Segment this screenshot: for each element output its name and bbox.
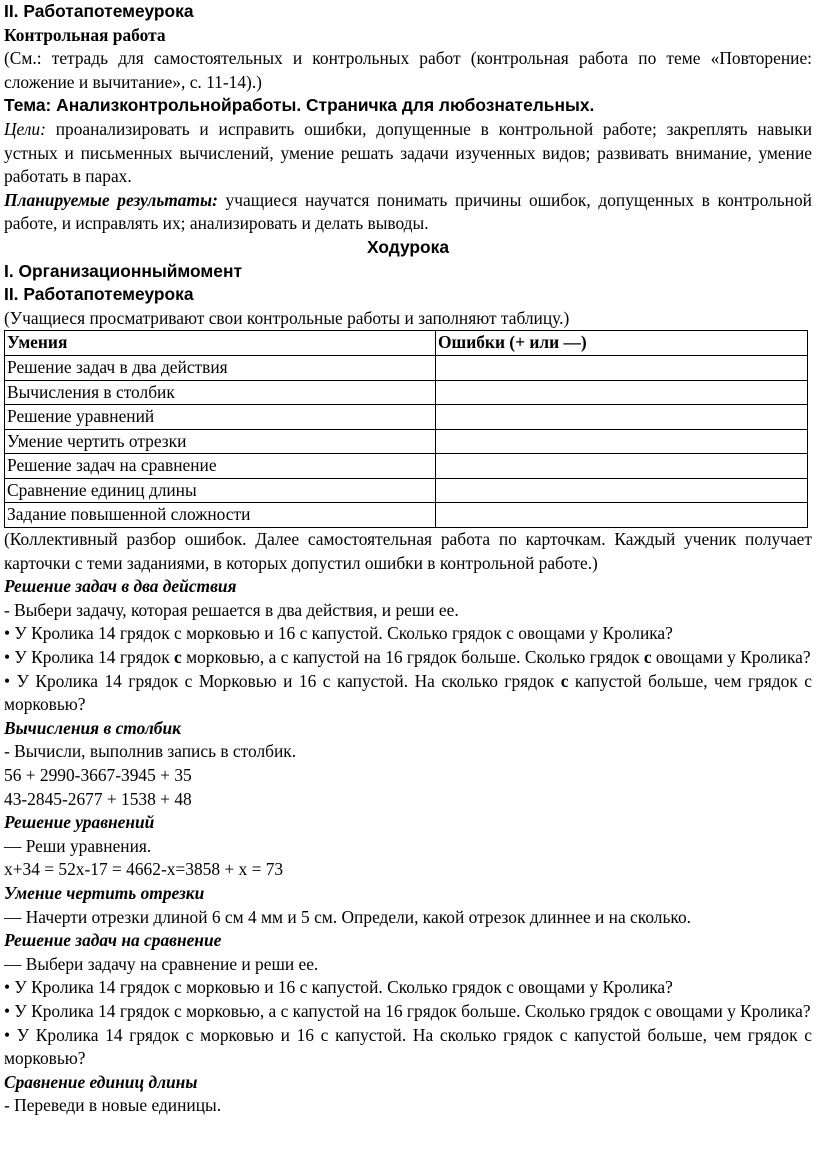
table-row — [5, 429, 808, 454]
section-heading-work: II. Работапотемеурока — [4, 1, 194, 21]
bold-letter: с — [174, 647, 182, 668]
goals-label: Цели: — [4, 118, 46, 139]
expression-line: 56 + 2990-3667-3945 + 35 — [4, 765, 192, 785]
block-title-segments: Умение чертить отрезки — [4, 882, 205, 903]
task-text: — Реши уравнения. — [4, 835, 152, 856]
skills-table — [4, 330, 808, 528]
table-row — [5, 405, 808, 430]
notebook-reference: (См.: тетрадь для самостоятельных и контрольных работ (контрольная работа по теме «Повторение: сложение и вычитание», с. 11-14).) — [4, 48, 812, 92]
lesson-course-title: Ходурока — [366, 236, 450, 257]
table-row — [5, 355, 808, 380]
bullet-text: овощами у Кролика? — [651, 647, 811, 668]
task-bullet — [4, 670, 812, 717]
test-subheading: Контрольная работа — [4, 24, 166, 45]
table-row — [5, 454, 808, 479]
expression-line: 43-2845-2677 + 1538 + 48 — [4, 788, 192, 809]
table-cell-errors — [436, 429, 808, 454]
task-bullet: • У Кролика 14 грядок с морковью, а с капустой на 16 грядок больше. Сколько грядок с овощами у Кролика? — [4, 1000, 811, 1021]
table-cell-skill: Решение уравнений — [5, 405, 436, 430]
table-cell-errors — [436, 380, 808, 405]
bold-letter: с — [560, 670, 569, 691]
task-bullet: • У Кролика 14 грядок с морковью и 16 с капустой. Сколько грядок с овощами у Кролика? — [4, 623, 673, 644]
bold-letter: с — [643, 647, 652, 668]
table-row — [5, 380, 808, 405]
table-cell-skill: Вычисления в столбик — [5, 380, 436, 405]
block-title-column: Вычисления в столбик — [4, 717, 181, 738]
table-cell-skill: Умение чертить отрезки — [5, 429, 436, 454]
bullet-text: морковью, а с капустой на 16 грядок больше. Сколько грядок — [181, 647, 644, 668]
table-cell-errors — [436, 405, 808, 430]
table-cell-skill: Задание повышенной сложности — [5, 503, 436, 528]
results-text: учащиеся научатся понимать причины ошибок, допущенных в контрольной работе, и исправлять их; анализировать и делать выводы. — [4, 189, 812, 234]
table-header-errors: Ошибки (+ или —) — [436, 331, 808, 356]
planned-results — [4, 189, 812, 236]
bullet-text: капустой больше, чем грядок с морковью? — [4, 670, 812, 715]
results-label: Планируемые результаты: — [4, 189, 218, 210]
table-cell-errors — [436, 454, 808, 479]
equation-line: х+34 = 52х-17 = 4662-х=3858 + х = 73 — [4, 859, 284, 880]
task-text: — Выбери задачу на сравнение и реши ее. — [4, 953, 319, 974]
goals-text: проанализировать и исправить ошибки, допущенные в контрольной работе; закреплять навыки устных и письменных вычислений, умение решать задачи изученных видов; развивать внимание, умение работать в парах. — [4, 118, 812, 187]
table-row — [5, 503, 808, 528]
table-cell-skill: Сравнение единиц длины — [5, 478, 436, 503]
table-cell-skill: Решение задач на сравнение — [5, 454, 436, 479]
lesson-goals — [4, 118, 812, 189]
block-title-comparison: Решение задач на сравнение — [4, 930, 222, 951]
table-intro: (Учащиеся просматривают свои контрольные работы и заполняют таблицу.) — [4, 307, 570, 328]
task-bullet: • У Кролика 14 грядок с морковью и 16 с капустой. Сколько грядок с овощами у Кролика? — [4, 977, 673, 998]
table-cell-errors — [436, 503, 808, 528]
table-header-skills: Умения — [5, 331, 436, 356]
task-text: - Выбери задачу, которая решается в два действия, и реши ее. — [4, 599, 459, 620]
table-header-row — [5, 331, 808, 356]
block-title-length-units: Сравнение единиц длины — [4, 1071, 198, 1092]
table-row — [5, 478, 808, 503]
table-cell-skill: Решение задач в два действия — [5, 355, 436, 380]
bullet-text: • У Кролика 14 грядок с Морковью и 16 с капустой. На сколько грядок — [4, 670, 561, 691]
section-organizational: I. Организационныймомент — [4, 260, 242, 281]
bullet-text: • У Кролика 14 грядок — [4, 647, 174, 668]
task-text: — Начерти отрезки длиной 6 см 4 мм и 5 см. Определи, какой отрезок длиннее и на сколько. — [4, 906, 692, 927]
section-work-topic: II. Работапотемеурока — [4, 284, 194, 305]
lesson-topic: Тема: Анализконтрольнойработы. Страничка для любознательных. — [4, 95, 595, 116]
block-title-equations: Решение уравнений — [4, 812, 155, 833]
document-page — [4, 0, 812, 1118]
task-bullet: • У Кролика 14 грядок с морковью и 16 с капустой. На сколько грядок с капустой больше, чем грядок с морковью? — [4, 1024, 812, 1069]
table-cell-errors — [436, 478, 808, 503]
after-table-note: (Коллективный разбор ошибок. Далее самостоятельная работа по карточкам. Каждый ученик получает карточки с теми заданиями, в которых допустил ошибки в контрольной работе.) — [4, 529, 812, 573]
task-text: - Переведи в новые единицы. — [4, 1095, 222, 1116]
table-cell-errors — [436, 355, 808, 380]
task-text: - Вычисли, выполнив запись в столбик. — [4, 741, 297, 762]
block-title-two-step: Решение задач в два действия — [4, 576, 237, 597]
task-bullet — [4, 646, 812, 670]
